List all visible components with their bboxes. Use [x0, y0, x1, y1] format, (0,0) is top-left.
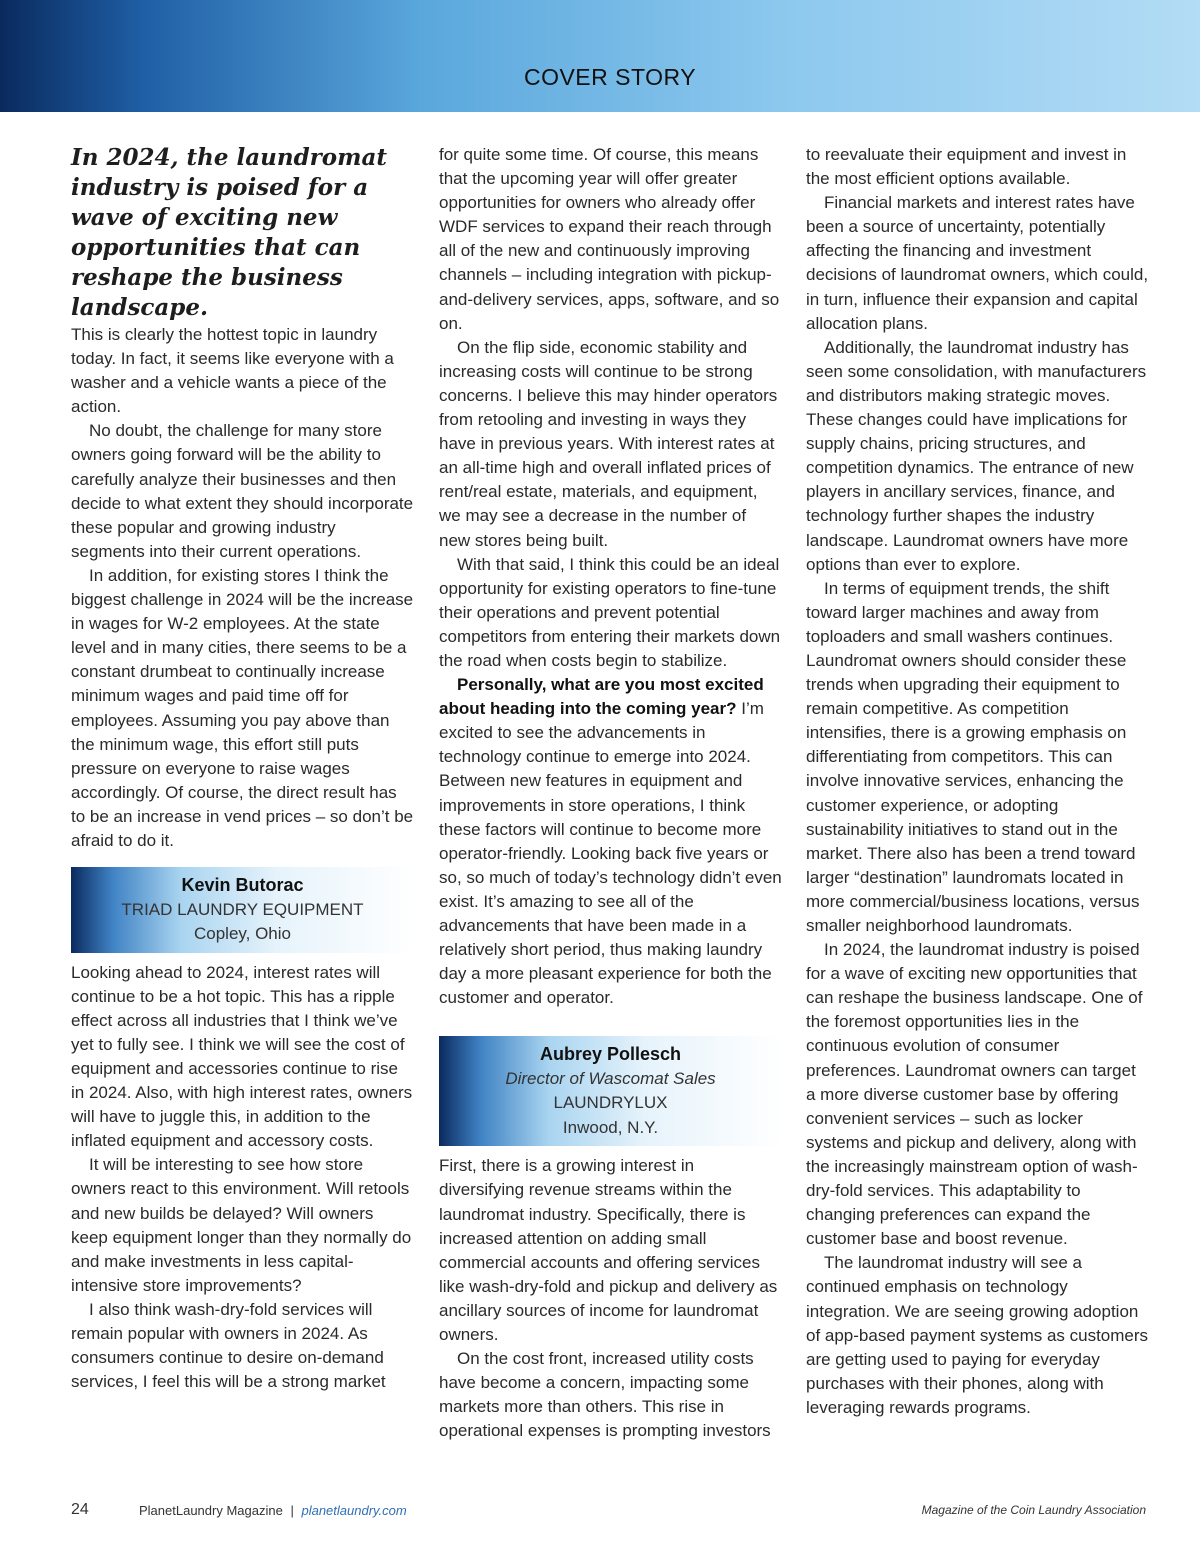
author-company: TRIAD LAUNDRY EQUIPMENT — [121, 899, 364, 919]
body-paragraph: to reevaluate their equipment and invest in the most efficient options available. — [806, 145, 1127, 189]
footer-publication — [139, 1503, 407, 1518]
pull-quote: In 2024, the laundromat industry is poised for a wave of exciting new opportunities that can reshape the business landscape. — [71, 144, 387, 321]
body-paragraph: I also think wash-dry-fold services will remain popular with owners in 2024. As consumers continue to desire on-demand services, I feel this will be a strong market — [71, 1299, 386, 1392]
column-3 — [806, 143, 1149, 1420]
body-paragraph: This is clearly the hottest topic in laundry today. In fact, it seems like everyone with a washer and a vehicle wants a piece of the action. — [71, 325, 394, 417]
body-paragraph: Additionally, the laundromat industry has seen some consolidation, with manufacturers and distributors making strategic moves. These changes could have implications for supply chains, pricing structures, and competition dynamics. The entrance of new players in ancillary services, finance, and technology further shapes the industry landscape. Laundromat owners have more options than ever to explore. — [806, 337, 1147, 574]
body-paragraph: It will be interesting to see how store owners react to this environment. Will retools and new builds be delayed? Will owners keep equipment longer than they normally do and make investments in less capital-intensive store improvements? — [71, 1155, 412, 1295]
interview-question: Personally, what are you most excited about heading into the coming year? — [439, 675, 764, 719]
body-paragraph: No doubt, the challenge for many store owners going forward will be the ability to carefully analyze their businesses and then decide to what extent they should incorporate these popular and growing industry segments into their current operations. — [71, 421, 414, 561]
author-title: Director of Wascomat Sales — [505, 1068, 716, 1088]
author-bio-box — [71, 867, 414, 953]
body-paragraph: On the cost front, increased utility costs have become a concern, impacting some markets more than others. This rise in operational expenses is prompting investors — [439, 1349, 771, 1441]
qa-paragraph — [439, 673, 782, 1010]
author-name: Kevin Butorac — [181, 875, 304, 896]
body-paragraph: Looking ahead to 2024, interest rates will continue to be a hot topic. This has a ripple effect across all industries that I think we’ve yet to fully see. I think we will see the cost of equipment and accessories continue to rise in 2024. Also, with high interest rates, owners will have to juggle this, in addition to the inflated equipment and accessory costs. — [71, 962, 413, 1151]
body-paragraph: The laundromat industry will see a continued emphasis on technology integration. We are seeing growing adoption of app-based payment systems as customers are getting used to paying for everyday purchases with their phones, along with leveraging rewards programs. — [806, 1253, 1149, 1417]
body-paragraph: First, there is a growing interest in diversifying revenue streams within the laundromat industry. Specifically, there is increased attention on adding small commercial accounts and offering services like wash-dry-fold and pickup and delivery as ancillary sources of income for laundromat owners. — [439, 1156, 778, 1345]
author-name: Aubrey Pollesch — [539, 1044, 682, 1065]
magazine-name: PlanetLaundry Magazine — [139, 1503, 283, 1518]
body-paragraph: With that said, I think this could be an ideal opportunity for existing operators to fine-tune their operations and prevent potential competitors from entering their markets down the road when costs begin to stabilize. — [439, 554, 781, 670]
author-location: Inwood, N.Y. — [562, 1117, 659, 1137]
body-paragraph: for quite some time. Of course, this means that the upcoming year will offer greater opportunities for owners who already offer WDF services to expand their reach through all of the new and continuously improving channels – including integration with pickup-and-delivery services, apps, software, and so on. — [439, 145, 780, 333]
header-banner — [0, 0, 1200, 112]
interview-answer: I’m excited to see the advancements in technology continue to emerge into 2024. Between new features in equipment and improvements in store operations, I think these factors will continue to become more operator-friendly. Looking back five years or so, so much of today’s technology didn’t even exist. It’s amazing to see all of the advancements that have been made in a relatively short period, thus making laundry day a more pleasant experience for both the customer and operator. — [439, 699, 782, 1008]
page-number: 24 — [71, 1501, 89, 1518]
body-paragraph: On the flip side, economic stability and increasing costs will continue to be strong concerns. I believe this may hinder operators from retooling and investing in ways they have in previous years. With interest rates at an all-time high and overall inflated prices of rent/real estate, materials, and equipment, we may see a decrease in the number of new stores being built. — [439, 337, 778, 550]
footer-association: Magazine of the Coin Laundry Association — [921, 1503, 1146, 1517]
body-paragraph: In 2024, the laundromat industry is poised for a wave of exciting new opportunities that can reshape the business landscape. One of the foremost opportunities lies in the continuous evolution of consumer preferences. Laundromat owners can target a more diverse customer base by offering convenient services – such as locker systems and pickup and delivery, along with the increasingly mainstream option of wash-dry-fold services. This adaptability to changing preferences can expand the customer base and boost revenue. — [806, 940, 1143, 1249]
author-location: Copley, Ohio — [193, 924, 291, 944]
body-paragraph: In terms of equipment trends, the shift toward larger machines and away from toploaders and small washers continues. Laundromat owners should consider these trends when upgrading their equipment to remain competitive. As competition intensifies, there is a growing emphasis on differentiating from competitors. This can involve innovative services, enhancing the customer experience, or adopting sustainability initiatives to stand out in the market. There also has been a trend toward larger “destination” laundromats located in more commercial/business locations, versus smaller neighborhood laundromats. — [806, 578, 1140, 935]
column-2 — [439, 143, 782, 1444]
website-link[interactable]: planetlaundry.com — [301, 1503, 407, 1518]
footer-separator: | — [290, 1503, 294, 1518]
author-bio-box — [439, 1036, 782, 1146]
section-label: COVER STORY — [523, 64, 697, 90]
body-paragraph: In addition, for existing stores I think the biggest challenge in 2024 will be the increase in wages for W-2 employees. At the state level and in many cities, there seems to be a constant drumbeat to continually increase minimum wages and paid time off for employees. Assuming you pay above than the minimum wage, this effort still puts pressure on everyone to raise wages accordingly. Of course, the direct result has to be an increase in vend prices – so don’t be afraid to do it. — [71, 565, 414, 850]
author-company: LAUNDRYLUX — [553, 1093, 668, 1113]
column-1 — [71, 143, 414, 1394]
body-paragraph: Financial markets and interest rates have been a source of uncertainty, potentially affecting the financing and investment decisions of laundromat owners, which could, in turn, influence their expansion and capital allocation plans. — [806, 193, 1149, 333]
